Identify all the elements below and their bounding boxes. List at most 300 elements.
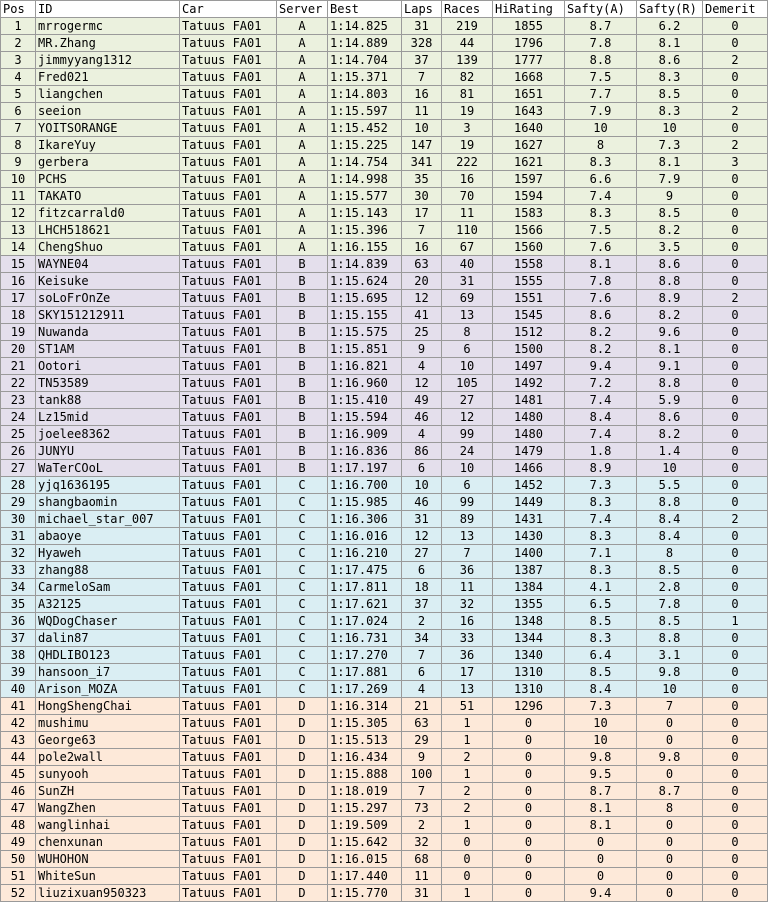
- id-cell: CarmeloSam: [36, 579, 180, 596]
- car-cell: Tatuus FA01: [180, 596, 277, 613]
- safety-r-cell: 8: [637, 545, 703, 562]
- safety-a-cell: 6.4: [565, 647, 637, 664]
- races-cell: 11: [442, 205, 493, 222]
- laps-cell: 2: [402, 613, 442, 630]
- best-cell: 1:16.434: [328, 749, 402, 766]
- car-cell: Tatuus FA01: [180, 409, 277, 426]
- races-cell: 6: [442, 341, 493, 358]
- id-cell: WangZhen: [36, 800, 180, 817]
- best-cell: 1:14.889: [328, 35, 402, 52]
- car-cell: Tatuus FA01: [180, 120, 277, 137]
- safety-a-cell: 7.6: [565, 290, 637, 307]
- table-row: [1, 715, 768, 732]
- pos-cell: 32: [1, 545, 36, 562]
- best-cell: 1:15.575: [328, 324, 402, 341]
- safety-r-cell: 8.6: [637, 52, 703, 69]
- table-row: [1, 256, 768, 273]
- server-cell: D: [277, 817, 328, 834]
- hirating-cell: 1777: [493, 52, 565, 69]
- table-row: [1, 358, 768, 375]
- id-cell: pole2wall: [36, 749, 180, 766]
- car-cell: Tatuus FA01: [180, 392, 277, 409]
- id-cell: LHCH518621: [36, 222, 180, 239]
- server-cell: A: [277, 69, 328, 86]
- pos-cell: 21: [1, 358, 36, 375]
- races-cell: 70: [442, 188, 493, 205]
- demerit-cell: 0: [703, 239, 768, 256]
- best-cell: 1:16.700: [328, 477, 402, 494]
- demerit-cell: 0: [703, 562, 768, 579]
- pos-cell: 42: [1, 715, 36, 732]
- races-cell: 67: [442, 239, 493, 256]
- id-cell: TN53589: [36, 375, 180, 392]
- table-row: [1, 647, 768, 664]
- server-cell: C: [277, 545, 328, 562]
- safety-r-cell: 8.8: [637, 375, 703, 392]
- table-row: [1, 103, 768, 120]
- safety-r-cell: 9.8: [637, 664, 703, 681]
- safety-r-cell: 0: [637, 885, 703, 902]
- laps-cell: 49: [402, 392, 442, 409]
- pos-cell: 35: [1, 596, 36, 613]
- safety-r-cell: 8.4: [637, 511, 703, 528]
- safety-a-cell: 0: [565, 834, 637, 851]
- safety-r-cell: 7.8: [637, 596, 703, 613]
- table-row: [1, 375, 768, 392]
- safety-r-cell: 8.8: [637, 630, 703, 647]
- id-cell: dalin87: [36, 630, 180, 647]
- best-cell: 1:16.836: [328, 443, 402, 460]
- races-cell: 222: [442, 154, 493, 171]
- safety-a-cell: 4.1: [565, 579, 637, 596]
- pos-cell: 31: [1, 528, 36, 545]
- demerit-cell: 0: [703, 307, 768, 324]
- races-cell: 1: [442, 715, 493, 732]
- pos-cell: 12: [1, 205, 36, 222]
- laps-cell: 16: [402, 239, 442, 256]
- server-cell: A: [277, 120, 328, 137]
- table-row: [1, 341, 768, 358]
- car-cell: Tatuus FA01: [180, 766, 277, 783]
- table-row: [1, 732, 768, 749]
- hirating-cell: 1855: [493, 18, 565, 35]
- best-cell: 1:17.621: [328, 596, 402, 613]
- car-cell: Tatuus FA01: [180, 851, 277, 868]
- safety-a-cell: 8.3: [565, 205, 637, 222]
- table-row: [1, 69, 768, 86]
- col-header-pos: Pos: [1, 1, 36, 18]
- pos-cell: 36: [1, 613, 36, 630]
- safety-r-cell: 3.1: [637, 647, 703, 664]
- col-header-laps: Laps: [402, 1, 442, 18]
- car-cell: Tatuus FA01: [180, 358, 277, 375]
- id-cell: Lz15mid: [36, 409, 180, 426]
- safety-a-cell: 7.9: [565, 103, 637, 120]
- server-cell: C: [277, 664, 328, 681]
- pos-cell: 33: [1, 562, 36, 579]
- laps-cell: 9: [402, 749, 442, 766]
- safety-r-cell: 8.1: [637, 35, 703, 52]
- id-cell: WQDogChaser: [36, 613, 180, 630]
- demerit-cell: 0: [703, 443, 768, 460]
- demerit-cell: 0: [703, 766, 768, 783]
- safety-r-cell: 10: [637, 681, 703, 698]
- demerit-cell: 0: [703, 426, 768, 443]
- hirating-cell: 0: [493, 834, 565, 851]
- best-cell: 1:15.985: [328, 494, 402, 511]
- safety-a-cell: 8.3: [565, 154, 637, 171]
- races-cell: 6: [442, 477, 493, 494]
- best-cell: 1:15.624: [328, 273, 402, 290]
- safety-a-cell: 8.7: [565, 783, 637, 800]
- pos-cell: 3: [1, 52, 36, 69]
- safety-a-cell: 7.4: [565, 392, 637, 409]
- car-cell: Tatuus FA01: [180, 171, 277, 188]
- table-row: [1, 511, 768, 528]
- best-cell: 1:15.155: [328, 307, 402, 324]
- pos-cell: 34: [1, 579, 36, 596]
- safety-a-cell: 7.4: [565, 511, 637, 528]
- demerit-cell: 0: [703, 494, 768, 511]
- safety-a-cell: 8.5: [565, 664, 637, 681]
- server-cell: C: [277, 477, 328, 494]
- car-cell: Tatuus FA01: [180, 273, 277, 290]
- demerit-cell: 2: [703, 137, 768, 154]
- laps-cell: 12: [402, 375, 442, 392]
- table-row: [1, 562, 768, 579]
- demerit-cell: 0: [703, 358, 768, 375]
- races-cell: 2: [442, 783, 493, 800]
- car-cell: Tatuus FA01: [180, 630, 277, 647]
- col-header-id: ID: [36, 1, 180, 18]
- demerit-cell: 0: [703, 732, 768, 749]
- car-cell: Tatuus FA01: [180, 817, 277, 834]
- races-cell: 51: [442, 698, 493, 715]
- best-cell: 1:17.024: [328, 613, 402, 630]
- table-row: [1, 783, 768, 800]
- server-cell: B: [277, 358, 328, 375]
- safety-r-cell: 0: [637, 851, 703, 868]
- safety-r-cell: 0: [637, 868, 703, 885]
- races-cell: 89: [442, 511, 493, 528]
- safety-a-cell: 8.8: [565, 52, 637, 69]
- races-cell: 139: [442, 52, 493, 69]
- hirating-cell: 1500: [493, 341, 565, 358]
- server-cell: C: [277, 681, 328, 698]
- best-cell: 1:15.770: [328, 885, 402, 902]
- races-cell: 2: [442, 749, 493, 766]
- hirating-cell: 1340: [493, 647, 565, 664]
- best-cell: 1:16.909: [328, 426, 402, 443]
- demerit-cell: 0: [703, 851, 768, 868]
- pos-cell: 30: [1, 511, 36, 528]
- table-row: [1, 494, 768, 511]
- table-row: [1, 698, 768, 715]
- server-cell: A: [277, 18, 328, 35]
- hirating-cell: 0: [493, 800, 565, 817]
- pos-cell: 8: [1, 137, 36, 154]
- safety-a-cell: 8.3: [565, 494, 637, 511]
- safety-r-cell: 7.9: [637, 171, 703, 188]
- pos-cell: 23: [1, 392, 36, 409]
- car-cell: Tatuus FA01: [180, 528, 277, 545]
- pos-cell: 50: [1, 851, 36, 868]
- table-row: [1, 885, 768, 902]
- safety-a-cell: 6.5: [565, 596, 637, 613]
- col-header-demerit: Demerit: [703, 1, 768, 18]
- car-cell: Tatuus FA01: [180, 885, 277, 902]
- safety-a-cell: 7.4: [565, 188, 637, 205]
- safety-r-cell: 8.6: [637, 409, 703, 426]
- id-cell: Ootori: [36, 358, 180, 375]
- id-cell: QHDLIBO123: [36, 647, 180, 664]
- car-cell: Tatuus FA01: [180, 494, 277, 511]
- server-cell: D: [277, 851, 328, 868]
- safety-a-cell: 9.5: [565, 766, 637, 783]
- races-cell: 40: [442, 256, 493, 273]
- server-cell: A: [277, 188, 328, 205]
- hirating-cell: 1348: [493, 613, 565, 630]
- car-cell: Tatuus FA01: [180, 460, 277, 477]
- id-cell: liuzixuan950323: [36, 885, 180, 902]
- races-cell: 105: [442, 375, 493, 392]
- laps-cell: 16: [402, 86, 442, 103]
- server-cell: C: [277, 562, 328, 579]
- safety-a-cell: 10: [565, 120, 637, 137]
- id-cell: soLoFrOnZe: [36, 290, 180, 307]
- car-cell: Tatuus FA01: [180, 732, 277, 749]
- safety-r-cell: 8.9: [637, 290, 703, 307]
- laps-cell: 37: [402, 596, 442, 613]
- pos-cell: 24: [1, 409, 36, 426]
- laps-cell: 41: [402, 307, 442, 324]
- id-cell: IkareYuy: [36, 137, 180, 154]
- server-cell: B: [277, 256, 328, 273]
- demerit-cell: 0: [703, 86, 768, 103]
- car-cell: Tatuus FA01: [180, 103, 277, 120]
- races-cell: 11: [442, 579, 493, 596]
- laps-cell: 2: [402, 817, 442, 834]
- hirating-cell: 1310: [493, 664, 565, 681]
- server-cell: B: [277, 460, 328, 477]
- pos-cell: 48: [1, 817, 36, 834]
- server-cell: B: [277, 324, 328, 341]
- safety-r-cell: 3.5: [637, 239, 703, 256]
- pos-cell: 26: [1, 443, 36, 460]
- col-header-server: Server: [277, 1, 328, 18]
- pos-cell: 41: [1, 698, 36, 715]
- laps-cell: 7: [402, 647, 442, 664]
- table-row: [1, 18, 768, 35]
- laps-cell: 37: [402, 52, 442, 69]
- best-cell: 1:15.143: [328, 205, 402, 222]
- safety-a-cell: 8.4: [565, 681, 637, 698]
- demerit-cell: 0: [703, 375, 768, 392]
- demerit-cell: 0: [703, 477, 768, 494]
- table-row: [1, 222, 768, 239]
- best-cell: 1:16.314: [328, 698, 402, 715]
- demerit-cell: 0: [703, 35, 768, 52]
- best-cell: 1:15.305: [328, 715, 402, 732]
- car-cell: Tatuus FA01: [180, 664, 277, 681]
- demerit-cell: 0: [703, 188, 768, 205]
- pos-cell: 37: [1, 630, 36, 647]
- server-cell: A: [277, 52, 328, 69]
- safety-r-cell: 8.5: [637, 86, 703, 103]
- id-cell: michael_star_007: [36, 511, 180, 528]
- laps-cell: 63: [402, 256, 442, 273]
- safety-a-cell: 8.1: [565, 256, 637, 273]
- safety-a-cell: 9.4: [565, 885, 637, 902]
- safety-a-cell: 6.6: [565, 171, 637, 188]
- pos-cell: 6: [1, 103, 36, 120]
- races-cell: 13: [442, 681, 493, 698]
- safety-r-cell: 9: [637, 188, 703, 205]
- hirating-cell: 1387: [493, 562, 565, 579]
- laps-cell: 35: [402, 171, 442, 188]
- id-cell: SKY151212911: [36, 307, 180, 324]
- best-cell: 1:14.754: [328, 154, 402, 171]
- server-cell: D: [277, 749, 328, 766]
- hirating-cell: 1627: [493, 137, 565, 154]
- table-row: [1, 817, 768, 834]
- races-cell: 13: [442, 528, 493, 545]
- laps-cell: 20: [402, 273, 442, 290]
- hirating-cell: 1597: [493, 171, 565, 188]
- server-cell: C: [277, 630, 328, 647]
- demerit-cell: 0: [703, 868, 768, 885]
- demerit-cell: 0: [703, 834, 768, 851]
- demerit-cell: 0: [703, 528, 768, 545]
- safety-a-cell: 8.4: [565, 409, 637, 426]
- table-row: [1, 460, 768, 477]
- table-row: [1, 834, 768, 851]
- id-cell: gerbera: [36, 154, 180, 171]
- races-cell: 36: [442, 562, 493, 579]
- table-row: [1, 205, 768, 222]
- safety-a-cell: 7.1: [565, 545, 637, 562]
- races-cell: 24: [442, 443, 493, 460]
- safety-a-cell: 7.7: [565, 86, 637, 103]
- safety-r-cell: 8.2: [637, 222, 703, 239]
- pos-cell: 7: [1, 120, 36, 137]
- id-cell: A32125: [36, 596, 180, 613]
- safety-a-cell: 8.5: [565, 613, 637, 630]
- laps-cell: 11: [402, 103, 442, 120]
- safety-a-cell: 7.3: [565, 698, 637, 715]
- table-row: [1, 392, 768, 409]
- pos-cell: 49: [1, 834, 36, 851]
- safety-r-cell: 6.2: [637, 18, 703, 35]
- server-cell: C: [277, 596, 328, 613]
- pos-cell: 45: [1, 766, 36, 783]
- safety-r-cell: 5.9: [637, 392, 703, 409]
- safety-a-cell: 1.8: [565, 443, 637, 460]
- server-cell: C: [277, 579, 328, 596]
- col-header-safety-a: Safty(A): [565, 1, 637, 18]
- hirating-cell: 0: [493, 885, 565, 902]
- demerit-cell: 2: [703, 290, 768, 307]
- id-cell: ST1AM: [36, 341, 180, 358]
- safety-r-cell: 0: [637, 732, 703, 749]
- demerit-cell: 0: [703, 69, 768, 86]
- safety-r-cell: 8.8: [637, 494, 703, 511]
- races-cell: 10: [442, 358, 493, 375]
- best-cell: 1:15.513: [328, 732, 402, 749]
- pos-cell: 15: [1, 256, 36, 273]
- table-row: [1, 766, 768, 783]
- server-cell: C: [277, 494, 328, 511]
- demerit-cell: 0: [703, 885, 768, 902]
- races-cell: 2: [442, 800, 493, 817]
- hirating-cell: 0: [493, 749, 565, 766]
- best-cell: 1:15.297: [328, 800, 402, 817]
- hirating-cell: 0: [493, 766, 565, 783]
- demerit-cell: 0: [703, 715, 768, 732]
- demerit-cell: 3: [703, 154, 768, 171]
- car-cell: Tatuus FA01: [180, 290, 277, 307]
- safety-r-cell: 10: [637, 460, 703, 477]
- safety-r-cell: 8.7: [637, 783, 703, 800]
- best-cell: 1:17.475: [328, 562, 402, 579]
- table-row: [1, 324, 768, 341]
- demerit-cell: 0: [703, 222, 768, 239]
- table-row: [1, 307, 768, 324]
- car-cell: Tatuus FA01: [180, 834, 277, 851]
- col-header-hirating: HiRating: [493, 1, 565, 18]
- server-cell: B: [277, 307, 328, 324]
- races-cell: 69: [442, 290, 493, 307]
- car-cell: Tatuus FA01: [180, 545, 277, 562]
- laps-cell: 73: [402, 800, 442, 817]
- table-row: [1, 443, 768, 460]
- demerit-cell: 0: [703, 681, 768, 698]
- pos-cell: 47: [1, 800, 36, 817]
- car-cell: Tatuus FA01: [180, 239, 277, 256]
- demerit-cell: 0: [703, 596, 768, 613]
- car-cell: Tatuus FA01: [180, 613, 277, 630]
- hirating-cell: 1651: [493, 86, 565, 103]
- server-cell: B: [277, 443, 328, 460]
- laps-cell: 68: [402, 851, 442, 868]
- server-cell: C: [277, 511, 328, 528]
- table-row: [1, 120, 768, 137]
- table-row: [1, 613, 768, 630]
- best-cell: 1:15.597: [328, 103, 402, 120]
- id-cell: seeion: [36, 103, 180, 120]
- table-row: [1, 86, 768, 103]
- races-cell: 0: [442, 834, 493, 851]
- safety-a-cell: 9.8: [565, 749, 637, 766]
- races-cell: 27: [442, 392, 493, 409]
- id-cell: HongShengChai: [36, 698, 180, 715]
- best-cell: 1:16.960: [328, 375, 402, 392]
- races-cell: 12: [442, 409, 493, 426]
- server-cell: B: [277, 409, 328, 426]
- races-cell: 19: [442, 103, 493, 120]
- best-cell: 1:15.225: [328, 137, 402, 154]
- safety-r-cell: 9.6: [637, 324, 703, 341]
- safety-r-cell: 2.8: [637, 579, 703, 596]
- races-cell: 33: [442, 630, 493, 647]
- laps-cell: 31: [402, 511, 442, 528]
- laps-cell: 30: [402, 188, 442, 205]
- demerit-cell: 0: [703, 18, 768, 35]
- laps-cell: 147: [402, 137, 442, 154]
- races-cell: 219: [442, 18, 493, 35]
- demerit-cell: 0: [703, 630, 768, 647]
- car-cell: Tatuus FA01: [180, 647, 277, 664]
